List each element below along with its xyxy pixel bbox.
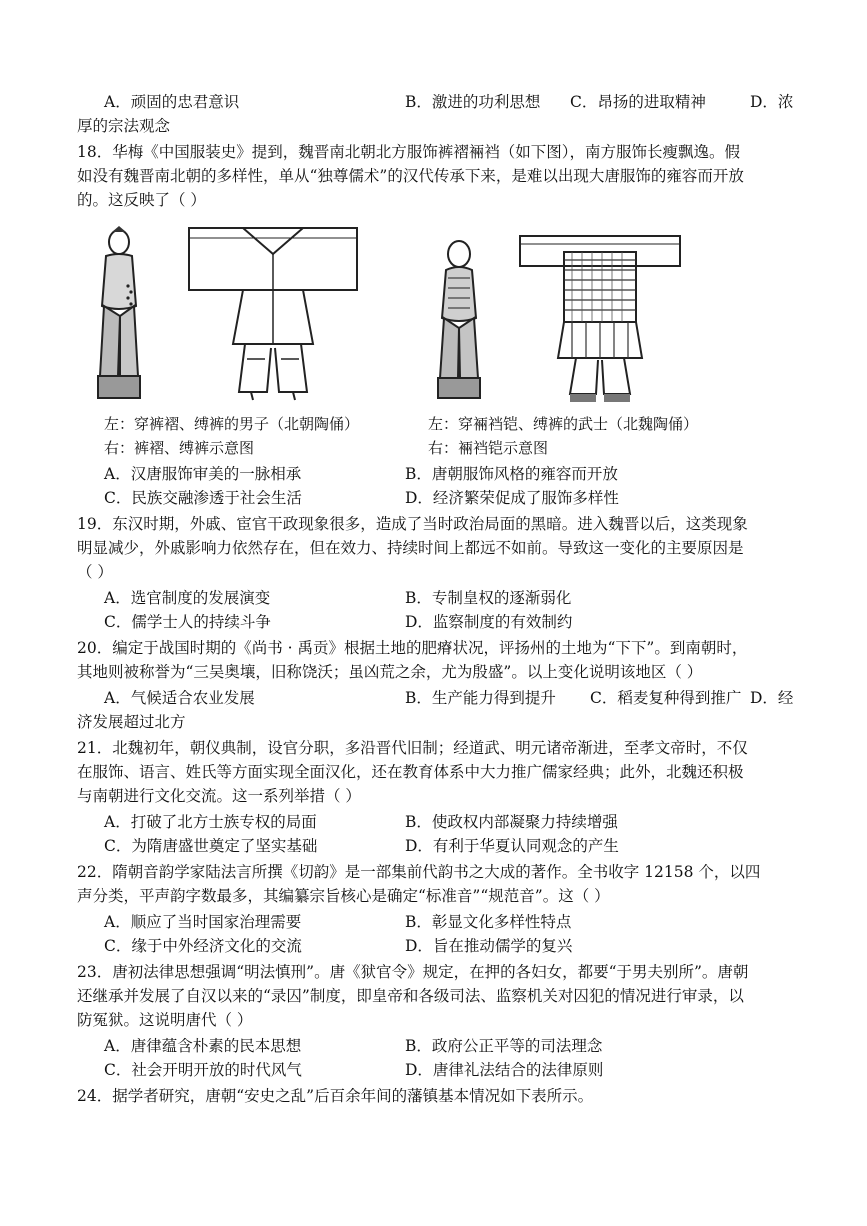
q18-option-d: D．经济繁荣促成了服饰多样性 — [405, 489, 619, 507]
trousers-jacket-diagram — [183, 224, 363, 404]
q23-stem-line-3: 防冤狱。这说明唐代（ ） — [77, 1011, 253, 1029]
q20-option-b: B．生产能力得到提升 — [405, 689, 556, 707]
caption-right-line-2: 右：裲裆铠示意图 — [428, 439, 549, 457]
q18-stem-line-2: 如没有魏晋南北朝的多样性，单从“独尊儒术”的汉代传承下来，是难以出现大唐服饰的雍容而开放 — [77, 167, 744, 185]
q21-option-c: C．为隋唐盛世奠定了坚实基础 — [104, 837, 318, 855]
q18-option-c: C．民族交融渗透于社会生活 — [104, 489, 302, 507]
q20-option-d-continued: 济发展超过北方 — [77, 713, 186, 731]
armor-diagram — [516, 230, 684, 406]
q18-stem-line-1: 18．华梅《中国服装史》提到，魏晋南北朝北方服饰裤褶裲裆（如下图），南方服饰长瘦飘逸。假 — [77, 143, 740, 161]
q20-stem-line-1: 20．编定于战国时期的《尚书 · 禹贡》根据土地的肥瘠状况，评扬州的土地为“下下”。到南朝时， — [77, 639, 748, 657]
q18-option-b: B．唐朝服饰风格的雍容而开放 — [405, 465, 618, 483]
q18-option-a: A．汉唐服饰审美的一脉相承 — [104, 465, 302, 483]
q20-option-c: C．稻麦复种得到推广 — [590, 689, 742, 707]
figurine-warrior-armor-image — [428, 238, 490, 406]
q22-stem-line-1: 22．隋朝音韵学家陆法言所撰《切韵》是一部集前代韵书之大成的著作。全书收字 12158 个，以四 — [77, 863, 761, 881]
q19-option-b: B．专制皇权的逐渐弱化 — [405, 589, 572, 607]
q23-stem-line-1: 23．唐初法律思想强调“明法慎刑”。唐《狱官令》规定，在押的各妇女，都要“于男夫别所”。唐朝 — [77, 963, 749, 981]
q23-option-a: A．唐律蕴含朴素的民本思想 — [104, 1037, 302, 1055]
q21-stem-line-2: 在服饰、语言、姓氏等方面实现全面汉化，还在教育体系中大力推广儒家经典；此外，北魏还积极 — [77, 763, 744, 781]
q17-option-d-continued: 厚的宗法观念 — [77, 117, 171, 135]
q21-stem-line-3: 与南朝进行文化交流。这一系列举措（ ） — [77, 787, 361, 805]
q19-stem-line-2: 明显减少，外戚影响力依然存在，但在效力、持续时间上都远不如前。导致这一变化的主要原因是 — [77, 539, 744, 557]
q17-option-b: B．激进的功利思想 — [405, 93, 541, 111]
q18-stem-line-3: 的。这反映了（ ） — [77, 191, 206, 209]
q24-stem-line-1: 24．据学者研究，唐朝“安史之乱”后百余年间的藩镇基本情况如下表所示。 — [77, 1087, 594, 1105]
q17-option-c: C．昂扬的进取精神 — [570, 93, 706, 111]
q19-option-a: A．选官制度的发展演变 — [104, 589, 271, 607]
caption-left-line-1: 左：穿裤褶、缚裤的男子（北朝陶俑） — [104, 415, 360, 433]
q19-stem-line-3: （ ） — [77, 563, 113, 581]
q21-option-d: D．有利于华夏认同观念的产生 — [405, 837, 619, 855]
q19-stem-line-1: 19．东汉时期，外戚、宦官干政现象很多，造成了当时政治局面的黑暗。进入魏晋以后，这类现象 — [77, 515, 748, 533]
q23-stem-line-2: 还继承并发展了自汉以来的“录囚”制度，即皇帝和各级司法、监察机关对囚犯的情况进行审录，以 — [77, 987, 744, 1005]
q23-option-d: D．唐律礼法结合的法律原则 — [405, 1061, 604, 1079]
figurine-male-trousers-image — [84, 226, 154, 406]
q22-option-c: C．缘于中外经济文化的交流 — [104, 937, 302, 955]
q23-option-b: B．政府公正平等的司法理念 — [405, 1037, 603, 1055]
q20-stem-line-2: 其地则被称誉为“三吴奥壤，旧称饶沃；虽凶荒之余，尤为殷盛”。以上变化说明该地区（ ） — [77, 663, 703, 681]
q17-option-d: D．浓 — [750, 93, 794, 111]
q22-option-d: D．旨在推动儒学的复兴 — [405, 937, 573, 955]
q22-option-a: A．顺应了当时国家治理需要 — [104, 913, 302, 931]
q19-option-d: D．监察制度的有效制约 — [405, 613, 573, 631]
q17-option-a: A．顽固的忠君意识 — [104, 93, 240, 111]
q23-option-c: C．社会开明开放的时代风气 — [104, 1061, 302, 1079]
q22-stem-line-2: 声分类，平声韵字数最多，其编纂宗旨核心是确定“标准音”“规范音”。这（ ） — [77, 887, 610, 905]
q22-option-b: B．彰显文化多样性特点 — [405, 913, 572, 931]
caption-left-line-2: 右：裤褶、缚裤示意图 — [104, 439, 255, 457]
q21-stem-line-1: 21．北魏初年，朝仪典制，设官分职，多沿晋代旧制；经道武、明元诸帝渐进，至孝文帝时，不仅 — [77, 739, 748, 757]
q20-option-d: D．经 — [750, 689, 794, 707]
q20-option-a: A．气候适合农业发展 — [104, 689, 255, 707]
q21-option-b: B．使政权内部凝聚力持续增强 — [405, 813, 618, 831]
caption-right-line-1: 左：穿裲裆铠、缚裤的武士（北魏陶俑） — [428, 415, 699, 433]
q19-option-c: C．儒学士人的持续斗争 — [104, 613, 271, 631]
q21-option-a: A．打破了北方士族专权的局面 — [104, 813, 317, 831]
